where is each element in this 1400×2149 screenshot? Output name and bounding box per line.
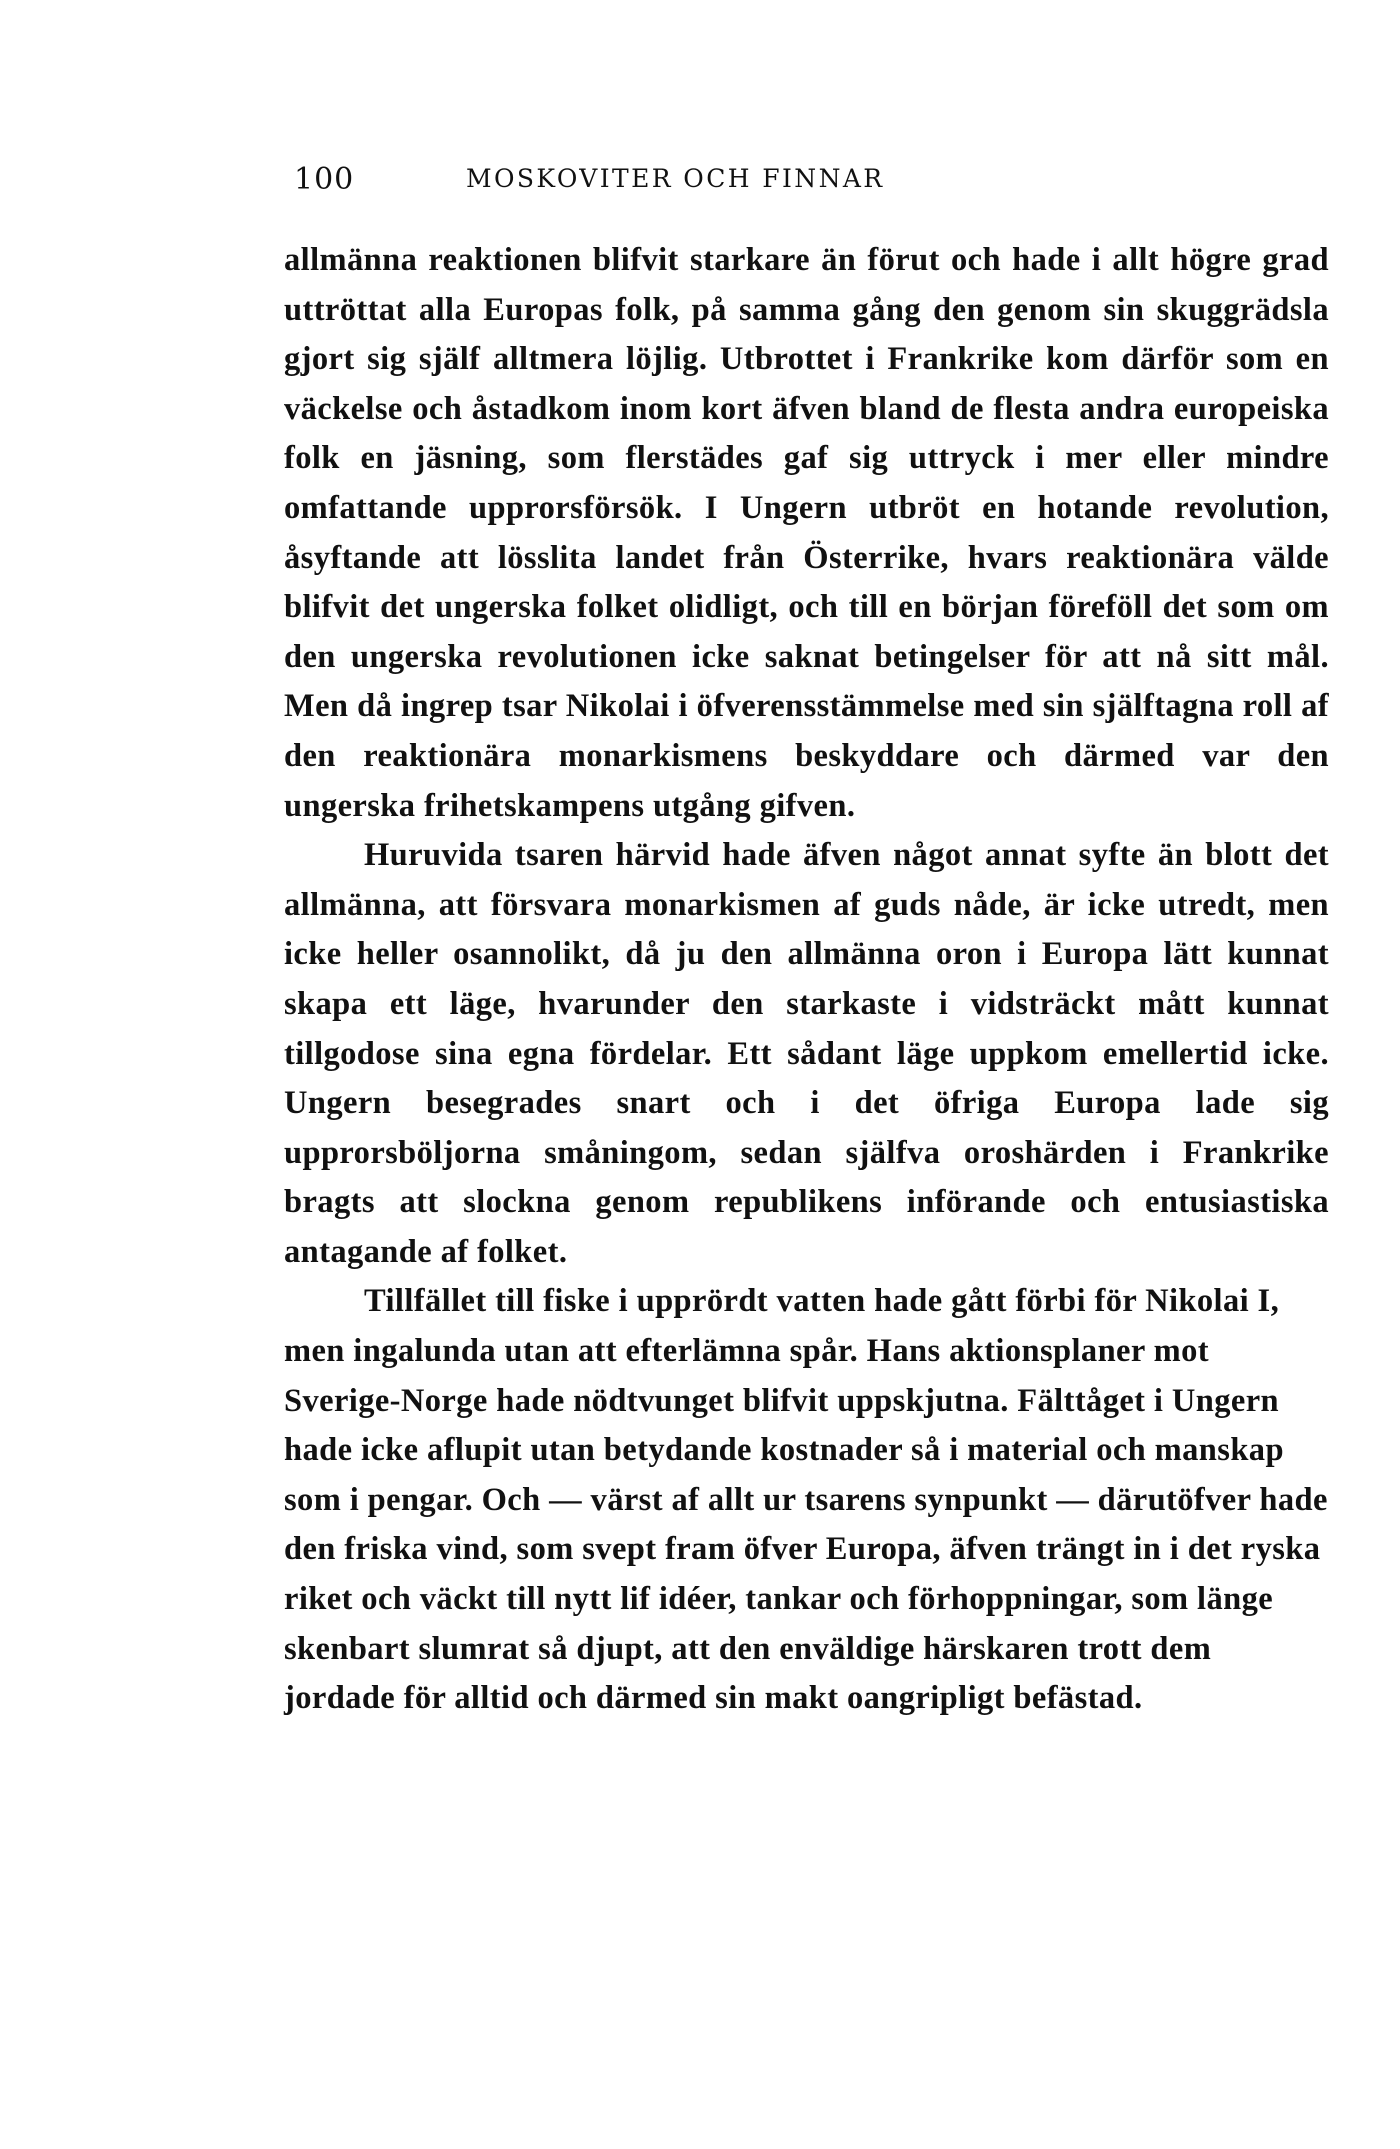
running-title: MOSKOVITER OCH FINNAR [466, 164, 885, 193]
paragraph-1: allmänna reaktionen blifvit starkare än förut och hade i allt högre grad uttröttat alla Europas folk, på samma gång den genom sin skuggrädsla gjort sig själf alltmera löjlig. Utbrottet i Frankrike kom därför som en väckelse och åstadkom inom kort äfven bland de flesta andra europeiska folk en jäsning, som flerstädes gaf sig uttryck i mer eller mindre omfattande upprorsförsök. I Ungern utbröt en hotande revolution, åsyftande att lösslita landet från Österrike, hvars reaktionära välde blifvit det ungerska folket olidligt, och till en början föreföll det som om den ungerska revolutionen icke saknat betingelser för att nå sitt mål. Men då ingrep tsar Nikolai i öfverensstämmelse med sin själftagna roll af den reaktionära monarkismens beskyddare och därmed var den ungerska frihetskampens utgång gifven. [284, 242, 1329, 824]
paragraph-2: Huruvida tsaren härvid hade äfven något annat syfte än blott det allmänna, att försvara monarkismen af guds nåde, är icke utredt, men icke heller osannolikt, då ju den allmänna oron i Europa lätt kunnat skapa ett läge, hvarunder den starkaste i vidsträckt mått kunnat tillgodose sina egna fördelar. Ett sådant läge uppkom emellertid icke. Ungern besegrades snart och i det öfriga Europa lade sig upprorsböljorna småningom, sedan själfva oroshärden i Frankrike bragts att slockna genom republikens införande och entusiastiska antagande af folket. [284, 837, 1329, 1270]
body-text [284, 236, 1329, 1724]
paragraph-3: Tillfället till fiske i upprördt vatten hade gått förbi för Nikolai I, men ingalunda utan att efterlämna spår. Hans aktionsplaner mot Sverige-Norge hade nödtvunget blifvit uppskjutna. Fälttåget i Ungern hade icke aflupit utan betydande kostnader så i material och manskap som i pengar. Och — värst af allt ur tsarens synpunkt — därutöfver hade den friska vind, som svept fram öfver Europa, äfven trängt in i det ryska riket och väckt till nytt lif idéer, tankar och förhoppningar, som länge skenbart slumrat så djupt, att den enväldige härskaren trott dem jordade för alltid och därmed sin makt oangripligt befästad. [284, 1283, 1328, 1717]
book-page [284, 150, 1329, 1724]
page-number: 100 [294, 162, 355, 197]
running-head [284, 150, 1329, 197]
